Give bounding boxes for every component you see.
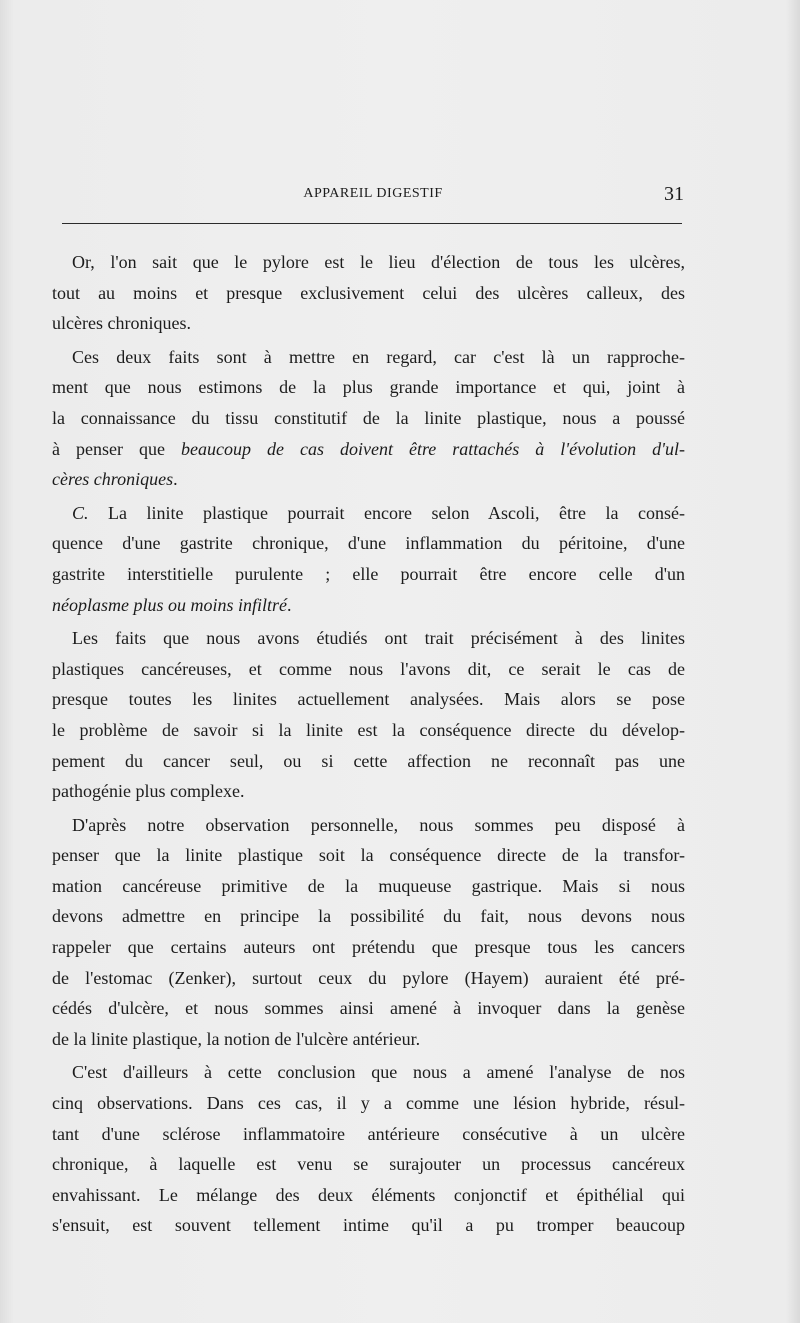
- text-line: [52, 1088, 685, 1119]
- running-title: APPAREIL DIGESTIF: [303, 186, 443, 201]
- text-segment: de l'estomac (Zenker), surtout ceux du pylore (Hayem) auraient été pré-: [52, 967, 685, 988]
- text-line: [52, 247, 685, 278]
- paragraph: [52, 498, 685, 620]
- paragraph: [52, 342, 685, 495]
- text-segment: tout au moins et presque exclusivement celui des ulcères calleux, des: [52, 282, 685, 303]
- text-line: [52, 654, 685, 685]
- text-line: [52, 810, 685, 841]
- italic-text: C.: [72, 502, 89, 523]
- text-segment: de la linite plastique, la notion de l'ulcère antérieur.: [52, 1028, 421, 1049]
- text-line: [52, 278, 685, 309]
- text-line: [52, 1180, 685, 1211]
- paragraph: [52, 810, 685, 1055]
- text-line: [52, 1119, 685, 1150]
- text-segment: ulcères chroniques.: [52, 313, 191, 334]
- text-segment: .: [173, 469, 178, 490]
- text-segment: Ces deux faits sont à mettre en regard, car c'est là un rapproche-: [72, 346, 685, 367]
- text-line: [52, 1024, 685, 1055]
- text-line: [52, 528, 685, 559]
- text-segment: Or, l'on sait que le pylore est le lieu d'élection de tous les ulcères,: [72, 252, 685, 272]
- text-line: [52, 871, 685, 902]
- text-segment: la connaissance du tissu constitutif de la linite plastique, nous a poussé: [52, 407, 685, 428]
- text-line: [52, 372, 685, 403]
- text-segment: devons admettre en principe la possibilité du fait, nous devons nous: [52, 906, 685, 927]
- text-line: [52, 746, 685, 777]
- italic-text: beaucoup de cas doivent être rattachés à l'évolution d'ul-: [180, 438, 685, 459]
- paragraph: [52, 247, 685, 339]
- running-header: [62, 183, 684, 210]
- text-line: [52, 1210, 685, 1241]
- text-line: [52, 776, 685, 807]
- text-segment: D'après notre observation personnelle, nous sommes peu disposé à: [72, 814, 685, 835]
- text-line: [52, 498, 685, 529]
- text-line: [52, 434, 685, 465]
- text-segment: tant d'une sclérose inflammatoire antérieure consécutive à un ulcère: [52, 1123, 685, 1144]
- text-line: [52, 464, 685, 495]
- paragraph: [52, 1057, 685, 1241]
- text-segment: envahissant. Le mélange des deux éléments conjonctif et épithélial qui: [52, 1184, 685, 1205]
- text-line: [52, 308, 685, 339]
- text-segment: C'est d'ailleurs à cette conclusion que nous a amené l'analyse de nos: [72, 1062, 685, 1083]
- text-segment: plastiques cancéreuses, et comme nous l'avons dit, ce serait le cas de: [52, 658, 685, 679]
- text-line: [52, 623, 685, 654]
- italic-text: néoplasme plus ou moins infiltré: [52, 594, 287, 615]
- body-text: [52, 247, 685, 1241]
- text-line: [52, 684, 685, 715]
- text-segment: cédés d'ulcère, et nous sommes ainsi amené à invoquer dans la genèse: [52, 998, 685, 1019]
- italic-text: cères chroniques: [52, 469, 174, 490]
- text-line: [52, 963, 685, 994]
- text-segment: .: [287, 594, 292, 615]
- text-segment: pathogénie plus complexe.: [52, 781, 245, 802]
- text-segment: le problème de savoir si la linite est la conséquence directe du dévelop-: [52, 719, 685, 740]
- text-segment: s'ensuit, est souvent tellement intime qu'il a pu tromper beaucoup: [52, 1215, 685, 1236]
- text-segment: La linite plastique pourrait encore selon Ascoli, être la consé-: [88, 502, 685, 523]
- header-rule: [62, 223, 682, 224]
- text-line: [52, 1057, 685, 1088]
- text-line: [52, 901, 685, 932]
- text-line: [52, 715, 685, 746]
- text-line: [52, 559, 685, 590]
- text-segment: ment que nous estimons de la plus grande importance et qui, joint à: [52, 377, 685, 398]
- text-line: [52, 342, 685, 373]
- text-segment: pement du cancer seul, ou si cette affection ne reconnaît pas une: [52, 750, 685, 771]
- text-line: [52, 932, 685, 963]
- paragraph: [52, 623, 685, 807]
- text-segment: chronique, à laquelle est venu se surajouter un processus cancéreux: [52, 1154, 685, 1175]
- text-segment: cinq observations. Dans ces cas, il y a comme une lésion hybride, résul-: [52, 1093, 685, 1114]
- text-line: [52, 590, 685, 621]
- text-line: [52, 993, 685, 1024]
- text-line: [52, 403, 685, 434]
- text-line: [52, 840, 685, 871]
- text-segment: à penser que: [52, 438, 181, 459]
- text-segment: penser que la linite plastique soit la conséquence directe de la transfor-: [52, 845, 685, 866]
- text-segment: Les faits que nous avons étudiés ont trait précisément à des linites: [72, 628, 685, 649]
- text-segment: rappeler que certains auteurs ont prétendu que presque tous les cancers: [52, 937, 685, 958]
- page-number: 31: [664, 183, 684, 205]
- text-segment: presque toutes les linites actuellement analysées. Mais alors se pose: [52, 689, 685, 710]
- text-segment: gastrite interstitielle purulente ; elle pourrait être encore celle d'un: [52, 563, 685, 584]
- text-line: [52, 1149, 685, 1180]
- text-segment: quence d'une gastrite chronique, d'une inflammation du péritoine, d'une: [52, 533, 685, 554]
- text-segment: mation cancéreuse primitive de la muqueuse gastrique. Mais si nous: [52, 875, 685, 896]
